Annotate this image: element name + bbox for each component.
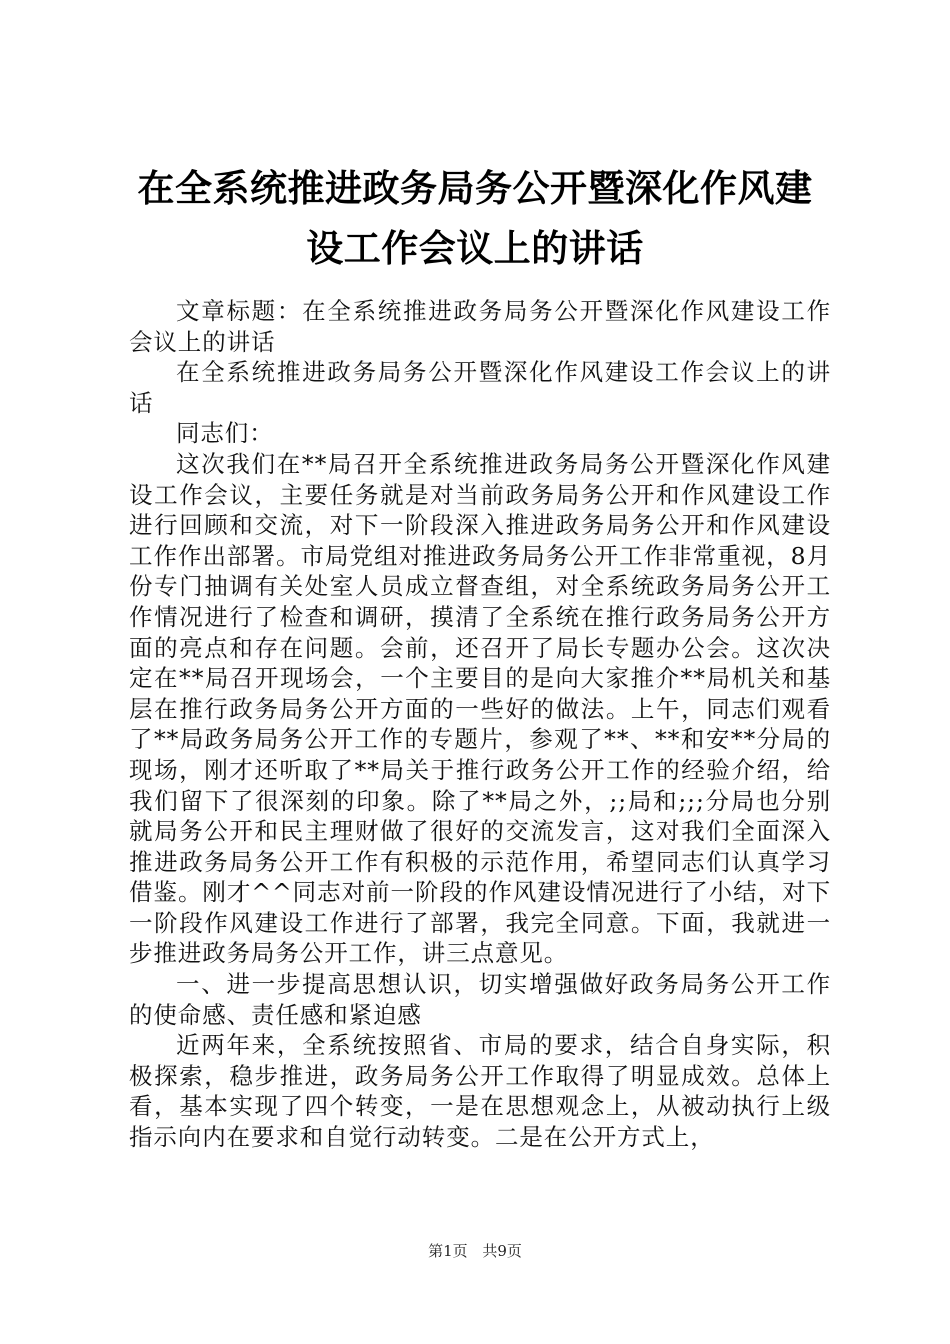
- body-paragraph: 这次我们在**局召开全系统推进政务局务公开暨深化作风建设工作会议，主要任务就是对当前政务局务公开和作风建设工作进行回顾和交流，对下一阶段深入推进政务局务公开和作风建设工作作出部署。市局党组对推进政务局务公开工作非常重视，8月份专门抽调有关处室人员成立督查组，对全系统政务局务公开工作情况进行了检查和调研，摸清了全系统在推行政务局务公开方面的亮点和存在问题。会前，还召开了局长专题办公会。这次决定在**局召开现场会，一个主要目的是向大家推介**局机关和基层在推行政务局务公开方面的一些好的做法。上午，同志们观看了**局政务局务公开工作的专题片，参观了**、**和安**分局的现场，刚才还听取了**局关于推行政务公开工作的经验介绍，给我们留下了很深刻的印象。除了**局之外，;;局和;;;分局也分别就局务公开和民主理财做了很好的交流发言，这对我们全面深入推进政务局务公开工作有积极的示范作用，希望同志们认真学习借鉴。刚才^^同志对前一阶段的作风建设情况进行了小结，对下一阶段作风建设工作进行了部署，我完全同意。下面，我就进一步推进政务局务公开工作，讲三点意见。: [129, 449, 831, 968]
- salutation: 同志们：: [176, 419, 274, 448]
- page-total: 共9页: [482, 1242, 522, 1260]
- body-paragraph: 近两年来，全系统按照省、市局的要求，结合自身实际，积极探索，稳步推进，政务局务公开工作取得了明显成效。总体上看，基本实现了四个转变，一是在思想观念上，从被动执行上级指示向内在要求和自觉行动转变。二是在公开方式上，: [129, 1031, 831, 1152]
- document-body: [129, 296, 831, 1153]
- subtitle-line: 在全系统推进政务局务公开暨深化作风建设工作会议上的讲话: [129, 358, 831, 417]
- document-title: 在全系统推进政务局务公开暨深化作风建设工作会议上的讲话: [137, 166, 813, 270]
- page-footer: [0, 1241, 950, 1261]
- section-heading: 一、进一步提高思想认识，切实增强做好政务局务公开工作的使命感、责任感和紧迫感: [129, 970, 831, 1029]
- page-number: 第1页: [428, 1242, 468, 1260]
- article-title-line: 文章标题：在全系统推进政务局务公开暨深化作风建设工作会议上的讲话: [129, 297, 831, 356]
